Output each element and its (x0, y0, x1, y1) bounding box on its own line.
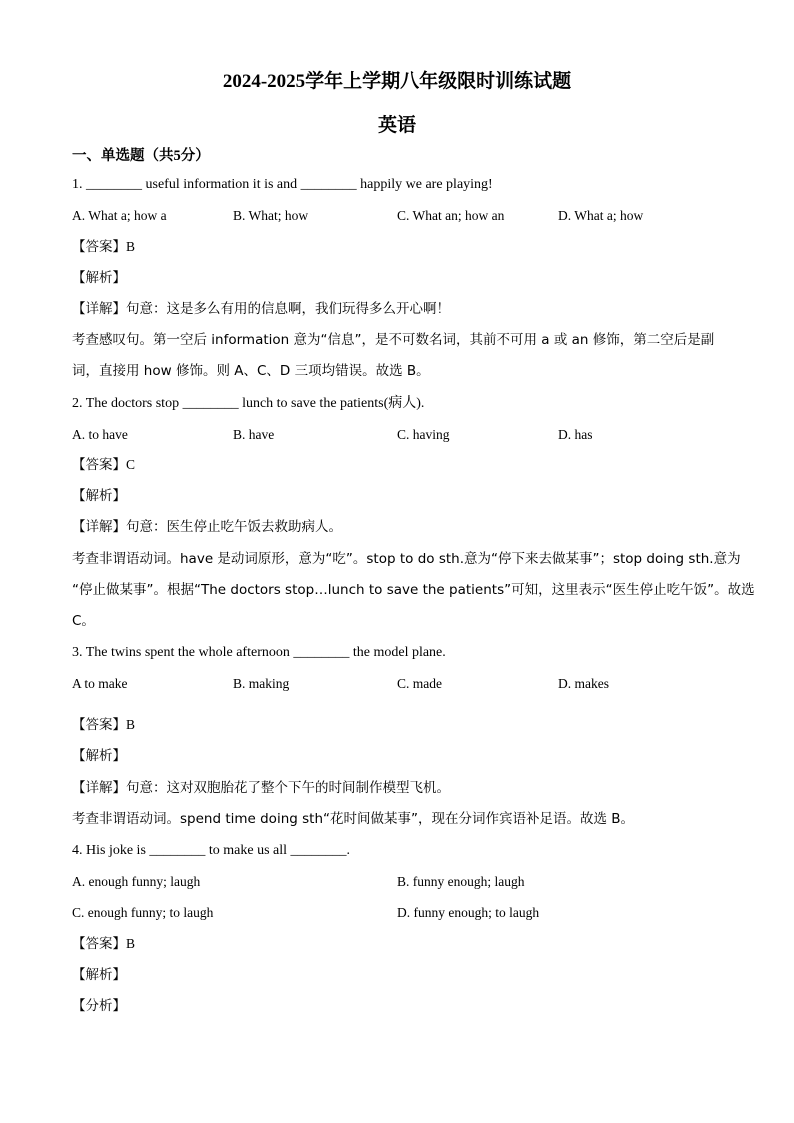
question-4-answer (72, 935, 135, 953)
question-2-explanation-line-2: “停止做某事”。根据“The doctors stop…lunch to save the patients”可知，这里表示“医生停止吃午饭”。故选 (72, 582, 755, 598)
question-1-explanation-line-2: 词，直接用 how 修饰。则 A、C、D 三项均错误。故选 B。 (72, 363, 430, 379)
answer-value: C (126, 457, 136, 472)
question-4-option-c: C. enough funny; to laugh (72, 905, 214, 920)
answer-label: 【答案】 (72, 717, 126, 733)
section-title: 一、单选题（共5分） (72, 148, 210, 164)
question-2-analysis-label: 【解析】 (72, 488, 126, 504)
detail-label: 【详解】 (72, 519, 126, 535)
question-1-option-b: B. What; how (233, 208, 309, 223)
detail-text: 句意：医生停止吃午饭去救助病人。 (126, 519, 342, 535)
answer-value: B (126, 936, 136, 951)
question-4-stem: 4. His joke is ________ to make us all ________. (72, 843, 351, 858)
detail-text: 句意：这是多么有用的信息啊，我们玩得多么开心啊！ (126, 301, 450, 317)
question-3-option-a: A to make (72, 676, 128, 691)
subject-title: 英语 (377, 115, 416, 136)
question-3-option-c: C. made (397, 676, 442, 691)
question-2-option-b: B. have (233, 427, 275, 442)
question-1-option-d: D. What a; how (558, 208, 644, 223)
detail-label: 【详解】 (72, 301, 126, 317)
answer-label: 【答案】 (72, 936, 126, 952)
question-2-detail (72, 518, 342, 536)
question-3-answer (72, 716, 135, 734)
detail-label: 【详解】 (72, 780, 126, 796)
detail-text: 句意：这对双胞胎花了整个下午的时间制作模型飞机。 (126, 780, 450, 796)
question-1-stem: 1. ________ useful information it is and ________ happily we are playing! (72, 177, 493, 192)
question-2-explanation-line-1: 考查非谓语动词。have 是动词原形，意为“吃”。stop to do sth.意为“停下来去做某事”；stop doing sth.意为 (72, 551, 741, 567)
question-4-option-a: A. enough funny; laugh (72, 874, 201, 889)
question-1-option-c: C. What an; how an (397, 208, 505, 223)
question-2-option-d: D. has (558, 427, 593, 442)
answer-value: B (126, 717, 136, 732)
question-4-option-d: D. funny enough; to laugh (397, 905, 540, 920)
question-3-option-b: B. making (233, 676, 290, 691)
question-4-fenxi-label: 【分析】 (72, 998, 126, 1014)
question-2-explanation-line-3: C。 (72, 613, 95, 629)
question-4-analysis-label: 【解析】 (72, 967, 126, 983)
page-title: 2024-2025学年上学期八年级限时训练试题 (222, 71, 572, 92)
question-4-option-b: B. funny enough; laugh (397, 874, 525, 889)
question-1-answer (72, 238, 135, 256)
question-3-option-d: D. makes (558, 676, 609, 691)
answer-label: 【答案】 (72, 239, 126, 255)
answer-value: B (126, 239, 136, 254)
question-1-option-a: A. What a; how a (72, 208, 167, 223)
question-2-answer (72, 456, 135, 474)
question-3-detail (72, 779, 450, 797)
question-2-stem: 2. The doctors stop ________ lunch to save the patients(病人). (72, 396, 425, 411)
question-3-explanation-line-1: 考查非谓语动词。spend time doing sth“花时间做某事”，现在分词作宾语补足语。故选 B。 (72, 811, 635, 827)
question-1-explanation-line-1: 考查感叹句。第一空后 information 意为“信息”，是不可数名词，其前不可用 a 或 an 修饰，第二空后是副 (72, 332, 715, 348)
question-1-analysis-label: 【解析】 (72, 270, 126, 286)
question-2-option-c: C. having (397, 427, 450, 442)
question-3-analysis-label: 【解析】 (72, 748, 126, 764)
question-2-option-a: A. to have (72, 427, 128, 442)
answer-label: 【答案】 (72, 457, 126, 473)
question-1-detail (72, 300, 450, 318)
question-3-stem: 3. The twins spent the whole afternoon ________ the model plane. (72, 645, 446, 660)
